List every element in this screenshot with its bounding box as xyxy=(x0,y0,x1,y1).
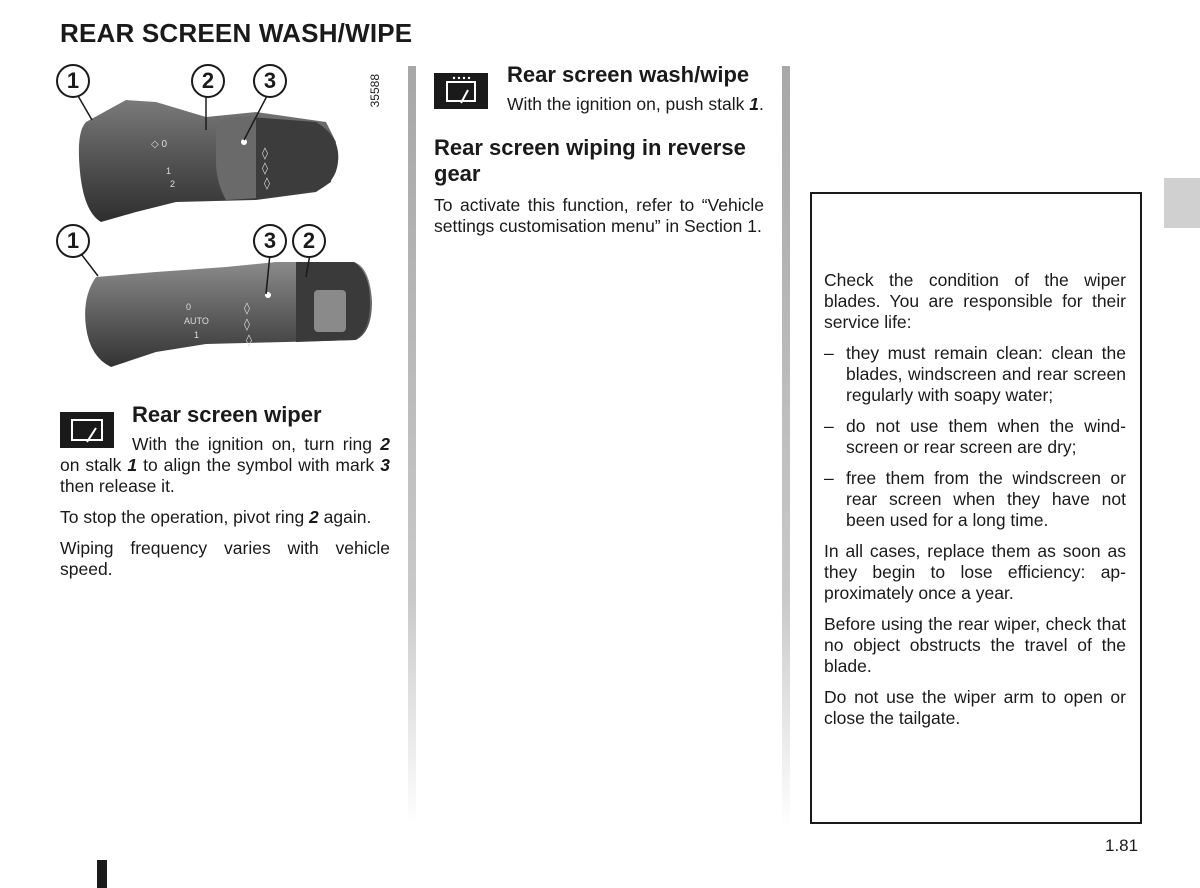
svg-text:◊: ◊ xyxy=(262,146,268,160)
svg-text:◇ 0: ◇ 0 xyxy=(151,139,168,150)
reverse-gear-heading: Rear screen wiping in reverse gear xyxy=(434,135,746,186)
callout-mark-3-top: 3 xyxy=(253,64,287,98)
callout-stalk-1-top: 1 xyxy=(56,64,90,98)
list-item: – they must remain clean: clean the blades, windscreen and rear screen regularly with soapy water; xyxy=(824,343,1126,405)
wiper-check-intro: Check the condition of the wiper blades. You are responsible for their service life: xyxy=(824,270,1126,332)
rear-screen-wiper-heading: Rear screen wiper xyxy=(132,402,322,427)
stalk-illustration xyxy=(56,62,386,382)
svg-text:◊: ◊ xyxy=(262,161,268,175)
column-divider-left xyxy=(408,66,416,826)
svg-text:1: 1 xyxy=(194,330,200,340)
check-obstruction-text: Before using the rear wiper, check that no object obstructs the travel of the blade. xyxy=(824,614,1126,676)
bottom-edge-mark xyxy=(97,860,107,888)
tailgate-warning-text: Do not use the wiper arm to open or close the tailgate. xyxy=(824,687,1126,728)
callout-stalk-1-bottom: 1 xyxy=(56,224,90,258)
rear-wiper-instruction: With the ignition on, turn ring 2 on stalk 1 to align the symbol with mark 3 then release it. xyxy=(60,434,390,496)
rear-screen-wash-wipe-heading: Rear screen wash/wipe xyxy=(507,62,750,87)
wiper-care-box xyxy=(810,192,1142,824)
middle-column xyxy=(434,62,764,247)
replace-blades-text: In all cases, replace them as soon as they begin to lose efficiency: ap-proximately once a year. xyxy=(824,541,1126,603)
svg-text:◊: ◊ xyxy=(244,317,250,331)
svg-text:◊: ◊ xyxy=(264,176,270,190)
left-column xyxy=(60,402,390,590)
bottom-stalk xyxy=(72,242,372,367)
svg-text:2: 2 xyxy=(170,179,176,189)
page-number: 1.81 xyxy=(1105,836,1139,855)
wiping-frequency-text: Wiping frequency varies with vehicle speed. xyxy=(60,538,390,579)
svg-text:0: 0 xyxy=(186,302,192,312)
reverse-gear-text: To activate this function, refer to “Vehicle settings customisation menu” in Section 1. xyxy=(434,195,764,236)
wash-wipe-instruction: With the ignition on, push stalk 1. xyxy=(507,94,764,114)
callout-mark-3-bottom: 3 xyxy=(253,224,287,258)
callout-ring-2-top: 2 xyxy=(191,64,225,98)
rear-wiper-stop-text: To stop the operation, pivot ring 2 again. xyxy=(60,507,372,527)
page-title: REAR SCREEN WASH/WIPE xyxy=(60,18,413,48)
column-divider-right xyxy=(782,66,790,826)
top-stalk xyxy=(70,82,338,222)
list-item: – free them from the windscreen or rear screen when they have not been used for a long time. xyxy=(824,468,1126,530)
wiper-stalk-drawing xyxy=(56,62,386,382)
svg-text:1: 1 xyxy=(166,166,172,176)
svg-text:◊: ◊ xyxy=(246,333,252,347)
image-reference-number: 35588 xyxy=(368,74,382,108)
svg-text:◊: ◊ xyxy=(244,301,250,315)
section-tab xyxy=(1164,178,1200,228)
list-item: – do not use them when the wind-screen or rear screen are dry; xyxy=(824,416,1126,457)
stalk-auto-label: AUTO xyxy=(184,316,209,326)
callout-ring-2-bottom: 2 xyxy=(292,224,326,258)
